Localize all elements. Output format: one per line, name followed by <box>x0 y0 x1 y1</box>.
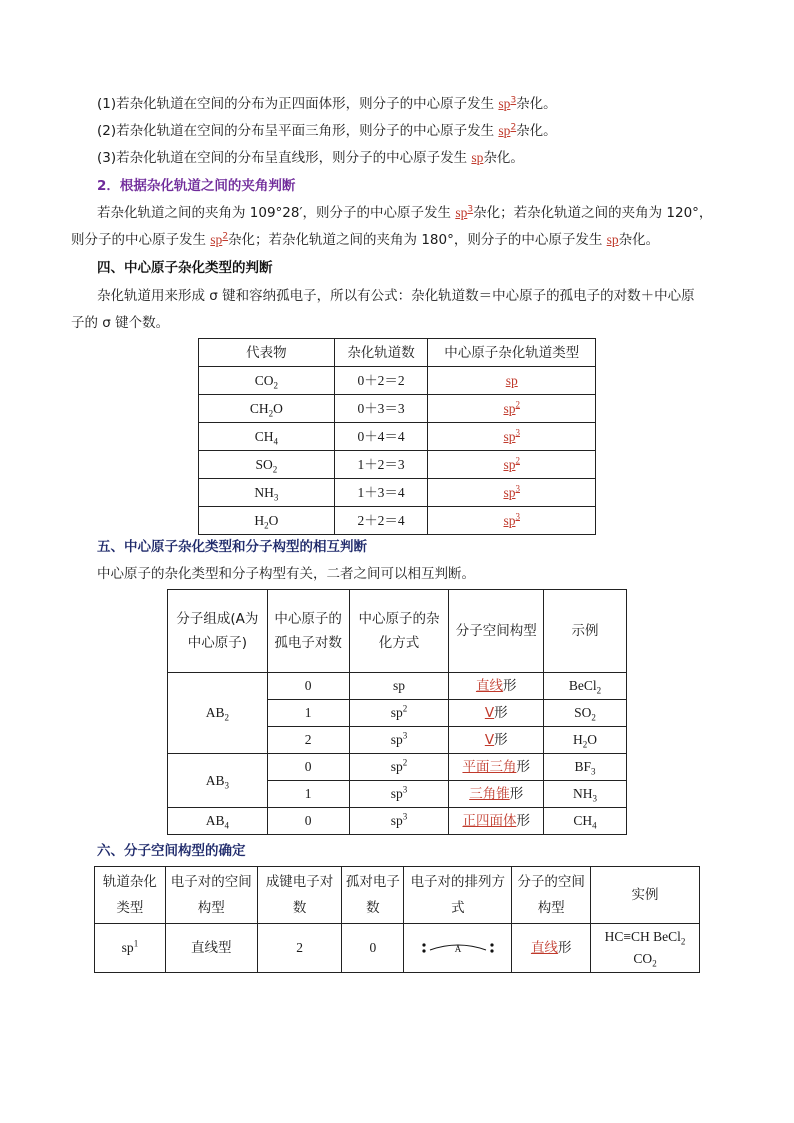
type-cell: sp <box>428 367 596 395</box>
table-header-row <box>168 590 627 673</box>
table-row <box>168 808 627 835</box>
section-5-intro: 中心原子的杂化类型和分子构型有关，二者之间可以相互判断。 <box>97 566 475 582</box>
example-cell: $H_2O$ <box>544 727 627 754</box>
composition-cell: $AB_3$ <box>168 754 268 808</box>
count-cell: 0＋3＝3 <box>334 395 428 423</box>
formula-line-2: 子的 σ 键个数。 <box>71 315 170 331</box>
header-bond-pairs: 成键电子对数 <box>257 867 342 924</box>
example-cell: $CH_4$ <box>544 808 627 835</box>
header-arrangement: 电子对的排列方式 <box>404 867 512 924</box>
table-row <box>95 924 700 973</box>
table-row <box>199 451 596 479</box>
composition-cell: $AB_4$ <box>168 808 268 835</box>
header-molecule-shape: 分子的空间构型 <box>512 867 591 924</box>
table-row <box>168 673 627 700</box>
hybrid-cell: sp <box>349 673 449 700</box>
table-row <box>199 479 596 507</box>
table-row <box>199 423 596 451</box>
electron-dot <box>422 943 425 946</box>
section-4-title: 四、中心原子杂化类型的判断 <box>97 260 273 276</box>
table-header-row <box>199 339 596 367</box>
header-example: 实例 <box>591 867 700 924</box>
bond-pair-cell: 2 <box>257 924 342 973</box>
lone-pair-cell: 2 <box>267 727 349 754</box>
header-composition: 分子组成(A为中心原子) <box>168 590 268 673</box>
count-cell: 1＋2＝3 <box>334 451 428 479</box>
central-atom-label: A <box>454 944 462 954</box>
type-cell: $sp^3$ <box>428 423 596 451</box>
linear-arrangement-diagram <box>418 938 498 958</box>
composition-table <box>167 589 627 835</box>
example-cell: $BF_3$ <box>544 754 627 781</box>
header-example: 示例 <box>544 590 627 673</box>
shape-cell: 直线形 <box>449 673 544 700</box>
table-header-row <box>95 867 700 924</box>
section-5-title: 五、中心原子杂化类型和分子构型的相互判断 <box>97 539 367 555</box>
formula-cell: $NH_3$ <box>199 479 335 507</box>
hybrid-cell: $sp^2$ <box>349 754 449 781</box>
shape-cell: V形 <box>449 727 544 754</box>
section-6-title: 六、分子空间构型的确定 <box>97 843 246 859</box>
header-hybrid-type: 中心原子杂化轨道类型 <box>428 339 596 367</box>
lone-pair-cell: 1 <box>267 700 349 727</box>
hybridization-table <box>198 338 596 535</box>
molecule-shape-cell: 直线形 <box>512 924 591 973</box>
rule-1: (1)若杂化轨道在空间的分布为正四面体形，则分子的中心原子发生 $sp^3$杂化。 <box>97 95 557 112</box>
pair-geometry-cell: 直线型 <box>165 924 257 973</box>
example-cell: $SO_2$ <box>544 700 627 727</box>
header-lone-pairs: 中心原子的孤电子对数 <box>267 590 349 673</box>
formula-cell: $CH_4$ <box>199 423 335 451</box>
lone-pair-cell: 1 <box>267 781 349 808</box>
header-hybrid-type: 轨道杂化类型 <box>95 867 166 924</box>
example-cell <box>591 924 700 973</box>
formula-cell: $SO_2$ <box>199 451 335 479</box>
header-representative: 代表物 <box>199 339 335 367</box>
shape-cell: V形 <box>449 700 544 727</box>
angle-paragraph-line-1: 若杂化轨道之间的夹角为 109°28′，则分子的中心原子发生 $sp^3$杂化；若杂化轨道之间的夹角为 120°， <box>97 204 713 221</box>
header-pair-geometry: 电子对的空间构型 <box>165 867 257 924</box>
formula-cell: $CO_2$ <box>199 367 335 395</box>
type-cell: $sp^2$ <box>428 451 596 479</box>
count-cell: 0＋2＝2 <box>334 367 428 395</box>
table-row <box>168 754 627 781</box>
header-orbital-count: 杂化轨道数 <box>334 339 428 367</box>
example-cell: BeCl$_2$ <box>544 673 627 700</box>
lone-pair-cell: 0 <box>342 924 404 973</box>
table-row <box>199 395 596 423</box>
count-cell: 0＋4＝4 <box>334 423 428 451</box>
lone-pair-cell: 0 <box>267 754 349 781</box>
example-cell: $NH_3$ <box>544 781 627 808</box>
angle-paragraph-line-2: 则分子的中心原子发生 $sp^2$杂化；若杂化轨道之间的夹角为 180°，则分子的中心原子发生 sp杂化。 <box>71 231 660 248</box>
shape-cell: 正四面体形 <box>449 808 544 835</box>
formula-cell: $H_2O$ <box>199 507 335 535</box>
hybrid-cell: $sp^3$ <box>349 727 449 754</box>
lone-pair-cell: 0 <box>267 808 349 835</box>
example-line-2: $CO_2$ <box>633 951 657 969</box>
rule-2: (2)若杂化轨道在空间的分布呈平面三角形，则分子的中心原子发生 $sp^2$杂化。 <box>97 122 557 139</box>
hybrid-cell: $sp^3$ <box>349 808 449 835</box>
composition-cell: $AB_2$ <box>168 673 268 754</box>
shape-cell: 三角锥形 <box>449 781 544 808</box>
table-row <box>199 507 596 535</box>
example-line-1: HC≡CH BeCl$_2$ <box>604 929 686 947</box>
header-lone-pairs: 孤对电子数 <box>342 867 404 924</box>
header-shape: 分子空间构型 <box>449 590 544 673</box>
count-cell: 2＋2＝4 <box>334 507 428 535</box>
formula-cell: $CH_2O$ <box>199 395 335 423</box>
rule-3: (3)若杂化轨道在空间的分布呈直线形，则分子的中心原子发生 sp杂化。 <box>97 150 524 166</box>
header-hybrid-mode: 中心原子的杂化方式 <box>349 590 449 673</box>
shape-cell: 平面三角形 <box>449 754 544 781</box>
hybrid-type-cell: $sp^1$ <box>95 924 166 973</box>
count-cell: 1＋3＝4 <box>334 479 428 507</box>
arrangement-cell <box>404 924 512 973</box>
electron-dot <box>490 943 493 946</box>
type-cell: $sp^3$ <box>428 479 596 507</box>
type-cell: $sp^3$ <box>428 507 596 535</box>
formula-line-1: 杂化轨道用来形成 σ 键和容纳孤电子，所以有公式：杂化轨道数＝中心原子的孤电子的对数＋中心原 <box>97 288 695 304</box>
electron-dot <box>490 949 493 952</box>
section-2-title: 2．根据杂化轨道之间的夹角判断 <box>97 178 296 194</box>
electron-dot <box>422 949 425 952</box>
lone-pair-cell: 0 <box>267 673 349 700</box>
hybrid-cell: $sp^3$ <box>349 781 449 808</box>
type-cell: $sp^2$ <box>428 395 596 423</box>
table-row <box>199 367 596 395</box>
hybrid-cell: $sp^2$ <box>349 700 449 727</box>
geometry-table <box>94 866 700 973</box>
